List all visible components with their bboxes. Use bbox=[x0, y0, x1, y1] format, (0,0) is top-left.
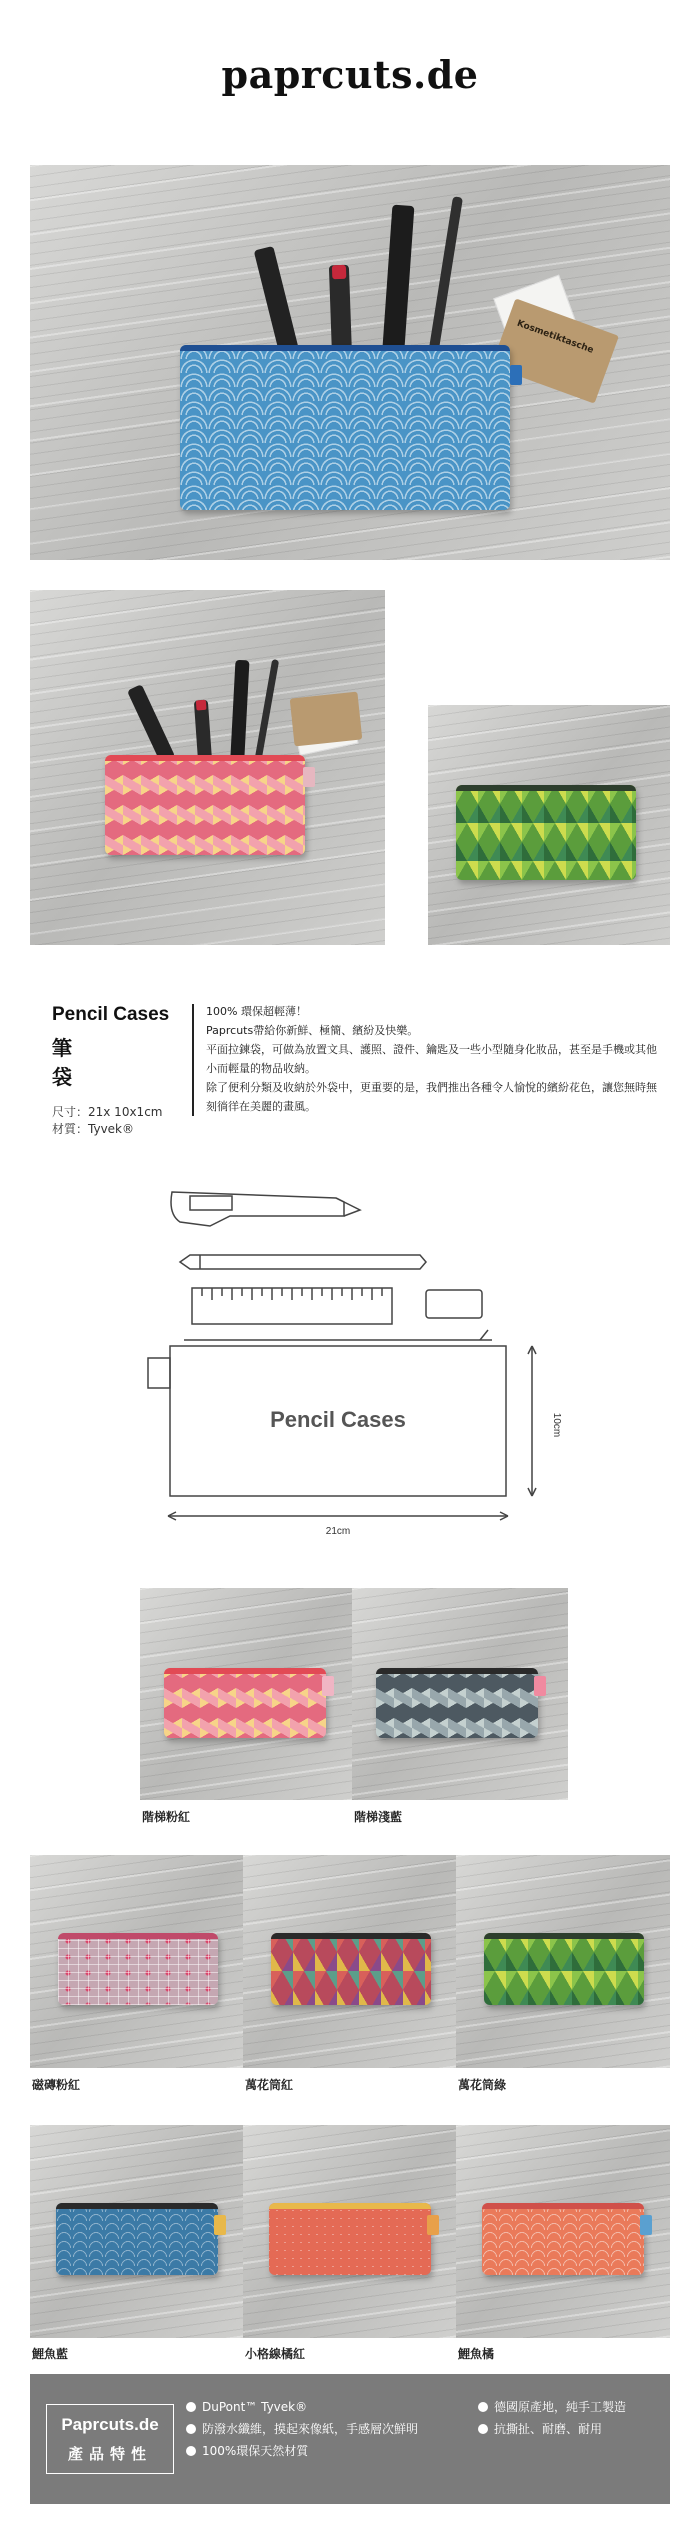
features-footer bbox=[30, 2374, 670, 2504]
feature-item: 防潑水纖維，摸起來像紙，手感層次鮮明 bbox=[202, 2422, 419, 2436]
cutter-icon bbox=[171, 1192, 344, 1226]
lipstick-pen bbox=[329, 265, 352, 356]
pencil bbox=[254, 659, 279, 764]
features-box bbox=[46, 2404, 174, 2474]
brand-logo: paprcuts.de bbox=[221, 52, 479, 97]
spec-size: 尺寸：21x 10x1cm bbox=[52, 1105, 163, 1119]
variant-photo-pink bbox=[140, 1588, 352, 1800]
lipstick-pen bbox=[194, 700, 212, 761]
bullet-icon bbox=[186, 2402, 196, 2412]
features-box-title: Paprcuts.de bbox=[61, 2415, 159, 2434]
height-label: 10cm bbox=[551, 1412, 562, 1438]
spec-material: 材質：Tyvek® bbox=[52, 1122, 134, 1136]
variant-label: 萬花筒綠 bbox=[458, 2078, 507, 2092]
hang-tag bbox=[491, 298, 619, 403]
hero-photo bbox=[30, 165, 670, 560]
variant-label: 鯉魚橘 bbox=[458, 2347, 495, 2361]
feature-item: 抗撕扯、耐磨、耐用 bbox=[494, 2422, 603, 2436]
variant-label: 萬花筒紅 bbox=[245, 2078, 294, 2092]
marker-pen bbox=[254, 246, 300, 358]
features-col-1 bbox=[186, 2396, 418, 2462]
green-case-photo bbox=[428, 705, 670, 945]
feature-item: 德國原產地，純手工製造 bbox=[494, 2400, 627, 2414]
bullet-icon bbox=[186, 2446, 196, 2456]
desc-line: 100% 環保超輕薄！ bbox=[206, 1005, 307, 1018]
variant-photo-grid-red bbox=[243, 2125, 456, 2338]
diagram-case-label: Pencil Cases bbox=[270, 1407, 406, 1432]
pencil-icon bbox=[180, 1255, 426, 1269]
pencil-case-blue bbox=[180, 345, 510, 510]
marker-pen bbox=[127, 684, 175, 763]
variant-label: 階梯淺藍 bbox=[354, 1810, 403, 1824]
product-title-en: Pencil Cases bbox=[52, 1004, 170, 1025]
eraser-icon bbox=[426, 1290, 482, 1318]
hang-tag-text: Kosmetiktasche bbox=[515, 318, 595, 356]
marker-pen bbox=[230, 660, 249, 766]
pencil-case-green bbox=[456, 785, 636, 880]
variant-label: 小格線橘紅 bbox=[245, 2347, 306, 2361]
variant-label: 磁磚粉紅 bbox=[32, 2078, 81, 2092]
feature-item: DuPont™ Tyvek® bbox=[202, 2400, 308, 2414]
variant-photo-koi-blue bbox=[30, 2125, 243, 2338]
bullet-icon bbox=[478, 2424, 488, 2434]
variant-photo-koi-orange bbox=[456, 2125, 670, 2338]
hang-tag bbox=[290, 692, 363, 747]
product-info bbox=[52, 1004, 180, 1138]
variant-photo-lightblue bbox=[352, 1588, 568, 1800]
info-divider bbox=[192, 1004, 194, 1116]
desc-line: 除了便利分類及收納於外袋中，更重要的是，我們推出各種令人愉悅的繽紛花色，讓您無時無刻徜徉在美麗的畫風。 bbox=[206, 1081, 657, 1113]
desc-line: 平面拉鍊袋，可做為放置文具、護照、證件、鑰匙及一些小型隨身化妝品，甚至是手機或其他小而輕量的物品收納。 bbox=[206, 1043, 657, 1075]
variant-photo-kaleido-green bbox=[456, 1855, 670, 2068]
variant-label: 鯉魚藍 bbox=[32, 2347, 69, 2361]
variant-photo-kaleido-red bbox=[243, 1855, 456, 2068]
feature-item: 100%環保天然材質 bbox=[202, 2444, 309, 2458]
pencil-case-pink bbox=[105, 755, 305, 855]
variant-photo-tile-pink bbox=[30, 1855, 243, 2068]
bullet-icon bbox=[478, 2402, 488, 2412]
pink-case-photo bbox=[30, 590, 385, 945]
bullet-icon bbox=[186, 2424, 196, 2434]
size-diagram bbox=[140, 1180, 570, 1540]
features-col-2 bbox=[478, 2396, 626, 2440]
product-description bbox=[206, 1002, 658, 1116]
desc-line: Paprcuts帶給你新鮮、極簡、繽紛及快樂。 bbox=[206, 1024, 419, 1037]
width-label: 21cm bbox=[325, 1526, 351, 1537]
pencil bbox=[428, 196, 463, 356]
variant-label: 階梯粉紅 bbox=[142, 1810, 191, 1824]
features-box-subtitle: 產品特性 bbox=[67, 2445, 152, 2463]
marker-pen bbox=[382, 205, 414, 356]
product-title-zh: 筆袋 bbox=[52, 1036, 117, 1089]
